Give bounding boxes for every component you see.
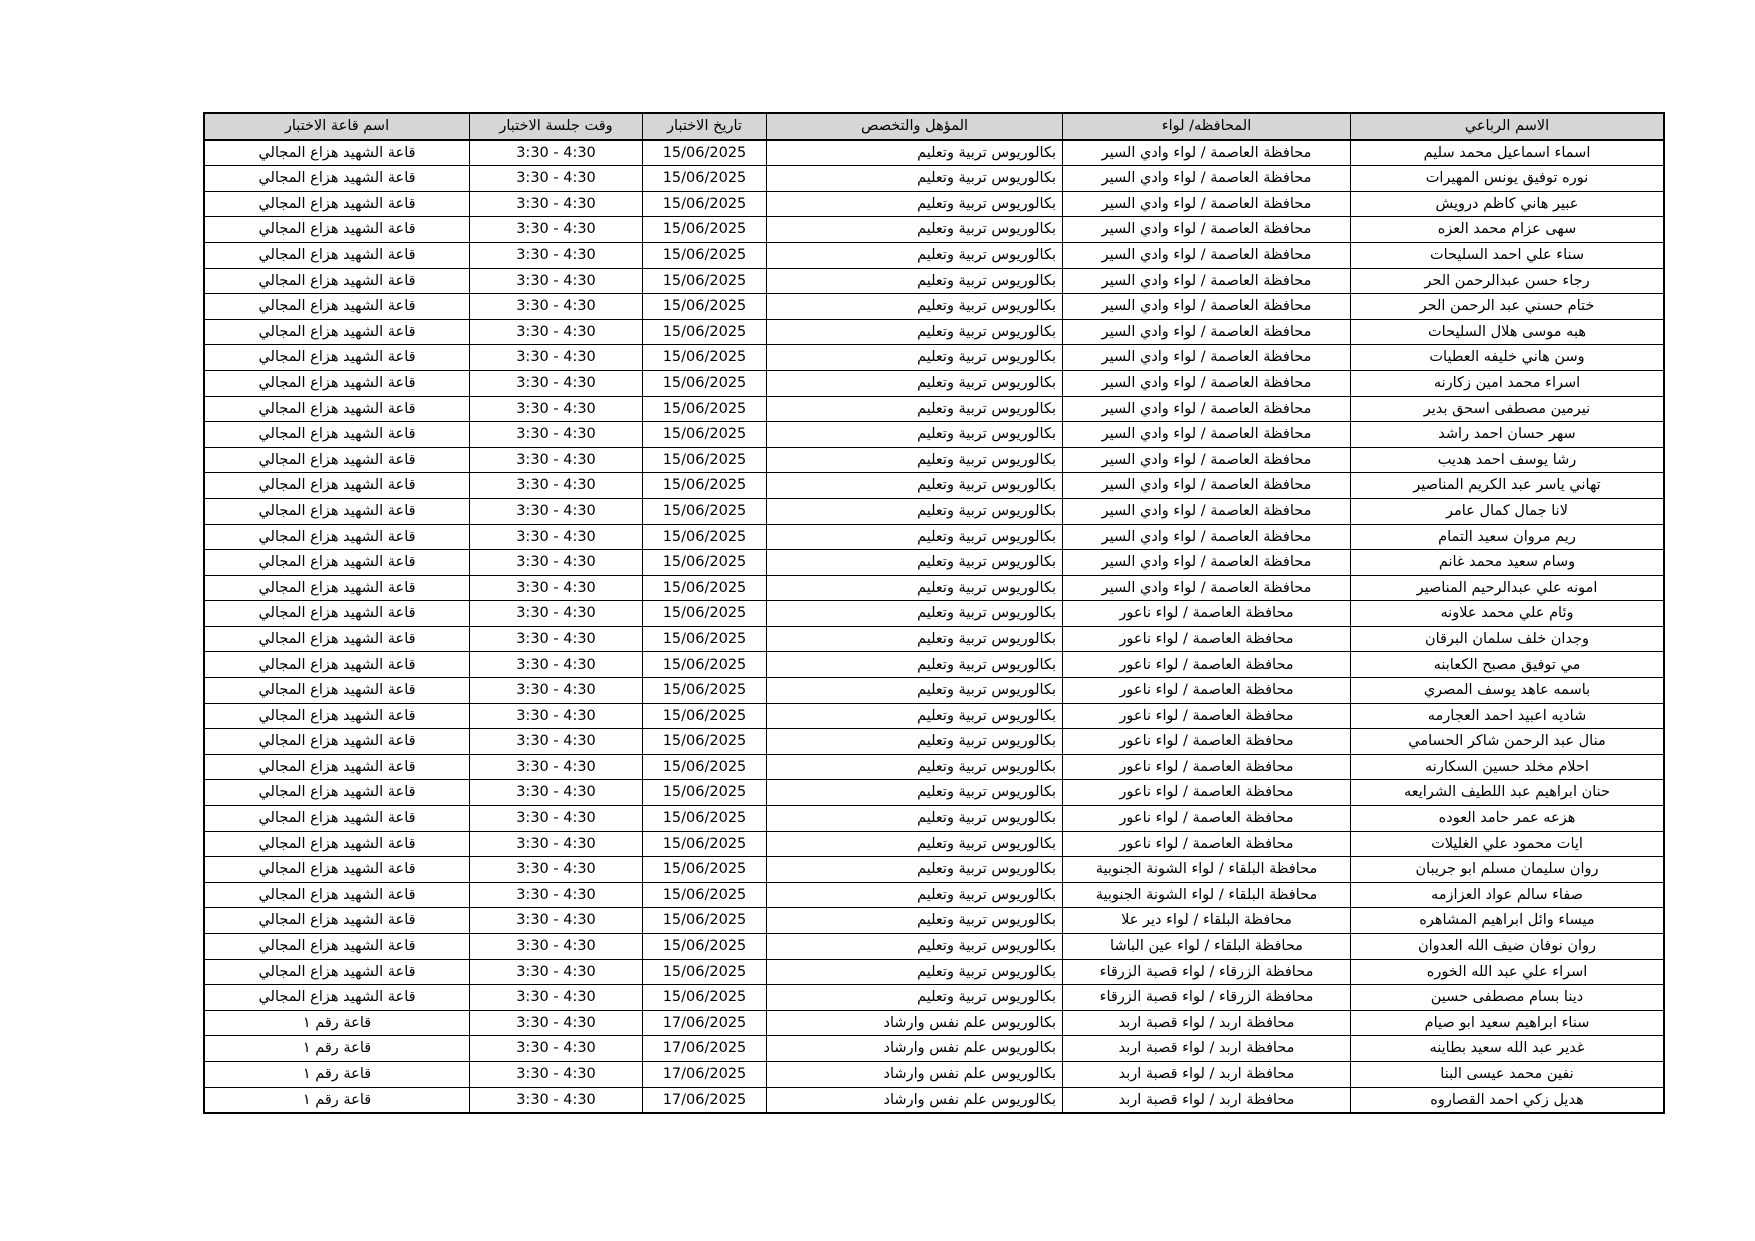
table-row [204, 191, 1664, 217]
cell-time: 3:30 - 4:30 [470, 294, 643, 320]
cell-time: 3:30 - 4:30 [470, 959, 643, 985]
cell-hall: قاعة رقم ١ [204, 1087, 470, 1113]
cell-date: 15/06/2025 [643, 473, 767, 499]
table-row [204, 370, 1664, 396]
table-row [204, 447, 1664, 473]
cell-time: 3:30 - 4:30 [470, 217, 643, 243]
cell-date: 17/06/2025 [643, 1010, 767, 1036]
cell-governorate: محافظة العاصمة / لواء وادي السير [1063, 166, 1351, 192]
table-row [204, 268, 1664, 294]
cell-qualification: بكالوريوس علم نفس وارشاد [767, 1036, 1063, 1062]
cell-time: 3:30 - 4:30 [470, 447, 643, 473]
cell-name: غدير عبد الله سعيد بطاينه [1351, 1036, 1665, 1062]
cell-time: 3:30 - 4:30 [470, 473, 643, 499]
cell-governorate: محافظة اربد / لواء قصبة اربد [1063, 1010, 1351, 1036]
cell-name: امونه علي عبدالرحيم المناصير [1351, 575, 1665, 601]
cell-hall: قاعة الشهيد هزاع المجالي [204, 754, 470, 780]
cell-qualification: بكالوريوس تربية وتعليم [767, 857, 1063, 883]
cell-hall: قاعة الشهيد هزاع المجالي [204, 882, 470, 908]
cell-qualification: بكالوريوس تربية وتعليم [767, 242, 1063, 268]
cell-qualification: بكالوريوس تربية وتعليم [767, 908, 1063, 934]
cell-governorate: محافظة العاصمة / لواء ناعور [1063, 626, 1351, 652]
cell-date: 15/06/2025 [643, 652, 767, 678]
cell-name: سهى عزام محمد العزه [1351, 217, 1665, 243]
cell-name: باسمه عاهد يوسف المصري [1351, 678, 1665, 704]
cell-date: 15/06/2025 [643, 268, 767, 294]
table-row [204, 396, 1664, 422]
cell-qualification: بكالوريوس علم نفس وارشاد [767, 1061, 1063, 1087]
cell-time: 3:30 - 4:30 [470, 831, 643, 857]
table-row [204, 473, 1664, 499]
cell-hall: قاعة الشهيد هزاع المجالي [204, 626, 470, 652]
cell-governorate: محافظة العاصمة / لواء وادي السير [1063, 575, 1351, 601]
table-row [204, 882, 1664, 908]
cell-qualification: بكالوريوس تربية وتعليم [767, 985, 1063, 1011]
cell-hall: قاعة الشهيد هزاع المجالي [204, 703, 470, 729]
cell-time: 3:30 - 4:30 [470, 319, 643, 345]
cell-name: احلام مخلد حسين السكارنه [1351, 754, 1665, 780]
cell-name: هزعه عمر حامد العوده [1351, 806, 1665, 832]
cell-qualification: بكالوريوس تربية وتعليم [767, 575, 1063, 601]
cell-qualification: بكالوريوس تربية وتعليم [767, 345, 1063, 371]
table-row [204, 294, 1664, 320]
table-body [204, 140, 1664, 1114]
cell-time: 3:30 - 4:30 [470, 806, 643, 832]
cell-hall: قاعة الشهيد هزاع المجالي [204, 806, 470, 832]
cell-time: 3:30 - 4:30 [470, 166, 643, 192]
cell-governorate: محافظة العاصمة / لواء وادي السير [1063, 140, 1351, 166]
cell-governorate: محافظة العاصمة / لواء ناعور [1063, 678, 1351, 704]
table-row [204, 754, 1664, 780]
table-row [204, 217, 1664, 243]
cell-qualification: بكالوريوس تربية وتعليم [767, 268, 1063, 294]
cell-name: اسماء اسماعيل محمد سليم [1351, 140, 1665, 166]
cell-time: 3:30 - 4:30 [470, 754, 643, 780]
cell-time: 3:30 - 4:30 [470, 985, 643, 1011]
cell-date: 15/06/2025 [643, 626, 767, 652]
cell-governorate: محافظة العاصمة / لواء ناعور [1063, 729, 1351, 755]
cell-name: شاديه اعبيد احمد العجارمه [1351, 703, 1665, 729]
cell-qualification: بكالوريوس تربية وتعليم [767, 498, 1063, 524]
table-row [204, 166, 1664, 192]
cell-date: 15/06/2025 [643, 396, 767, 422]
cell-time: 3:30 - 4:30 [470, 370, 643, 396]
cell-date: 15/06/2025 [643, 754, 767, 780]
cell-date: 15/06/2025 [643, 729, 767, 755]
cell-governorate: محافظة العاصمة / لواء ناعور [1063, 652, 1351, 678]
cell-date: 15/06/2025 [643, 806, 767, 832]
cell-hall: قاعة الشهيد هزاع المجالي [204, 678, 470, 704]
table-row [204, 626, 1664, 652]
cell-date: 15/06/2025 [643, 908, 767, 934]
cell-governorate: محافظة العاصمة / لواء وادي السير [1063, 524, 1351, 550]
cell-hall: قاعة الشهيد هزاع المجالي [204, 959, 470, 985]
cell-governorate: محافظة العاصمة / لواء وادي السير [1063, 268, 1351, 294]
cell-hall: قاعة رقم ١ [204, 1036, 470, 1062]
cell-name: ختام حسني عبد الرحمن الحر [1351, 294, 1665, 320]
cell-hall: قاعة الشهيد هزاع المجالي [204, 268, 470, 294]
cell-name: سناء علي احمد السليحات [1351, 242, 1665, 268]
cell-governorate: محافظة العاصمة / لواء ناعور [1063, 831, 1351, 857]
table-row [204, 601, 1664, 627]
cell-qualification: بكالوريوس تربية وتعليم [767, 959, 1063, 985]
cell-hall: قاعة الشهيد هزاع المجالي [204, 985, 470, 1011]
cell-governorate: محافظة العاصمة / لواء وادي السير [1063, 422, 1351, 448]
cell-governorate: محافظة العاصمة / لواء وادي السير [1063, 370, 1351, 396]
cell-date: 15/06/2025 [643, 294, 767, 320]
cell-qualification: بكالوريوس تربية وتعليم [767, 882, 1063, 908]
table-row [204, 575, 1664, 601]
table-row [204, 1010, 1664, 1036]
table-row [204, 422, 1664, 448]
cell-time: 3:30 - 4:30 [470, 678, 643, 704]
cell-governorate: محافظة العاصمة / لواء وادي السير [1063, 396, 1351, 422]
cell-name: ايات محمود علي الغليلات [1351, 831, 1665, 857]
table-row [204, 550, 1664, 576]
cell-name: صفاء سالم عواد العزازمه [1351, 882, 1665, 908]
cell-qualification: بكالوريوس تربية وتعليم [767, 678, 1063, 704]
cell-hall: قاعة الشهيد هزاع المجالي [204, 242, 470, 268]
cell-hall: قاعة الشهيد هزاع المجالي [204, 422, 470, 448]
cell-name: حنان ابراهيم عبد اللطيف الشرايعه [1351, 780, 1665, 806]
header-row [204, 113, 1664, 140]
table-row [204, 678, 1664, 704]
cell-governorate: محافظة اربد / لواء قصبة اربد [1063, 1036, 1351, 1062]
cell-name: مي توفيق مصبح الكعابنه [1351, 652, 1665, 678]
cell-name: وسن هاني خليفه العطيات [1351, 345, 1665, 371]
cell-qualification: بكالوريوس تربية وتعليم [767, 191, 1063, 217]
cell-governorate: محافظة العاصمة / لواء وادي السير [1063, 319, 1351, 345]
cell-hall: قاعة الشهيد هزاع المجالي [204, 345, 470, 371]
cell-time: 3:30 - 4:30 [470, 550, 643, 576]
cell-time: 3:30 - 4:30 [470, 1036, 643, 1062]
cell-date: 15/06/2025 [643, 678, 767, 704]
cell-governorate: محافظة العاصمة / لواء وادي السير [1063, 345, 1351, 371]
header-date: تاريخ الاختبار [643, 113, 767, 140]
cell-governorate: محافظة العاصمة / لواء وادي السير [1063, 217, 1351, 243]
cell-hall: قاعة الشهيد هزاع المجالي [204, 729, 470, 755]
cell-governorate: محافظة البلقاء / لواء الشونة الجنوبية [1063, 857, 1351, 883]
cell-governorate: محافظة العاصمة / لواء وادي السير [1063, 498, 1351, 524]
cell-name: منال عبد الرحمن شاكر الحسامي [1351, 729, 1665, 755]
cell-date: 15/06/2025 [643, 422, 767, 448]
cell-name: وسام سعيد محمد غانم [1351, 550, 1665, 576]
table-row [204, 780, 1664, 806]
table-row [204, 498, 1664, 524]
cell-date: 17/06/2025 [643, 1061, 767, 1087]
table-row [204, 985, 1664, 1011]
cell-qualification: بكالوريوس تربية وتعليم [767, 422, 1063, 448]
cell-qualification: بكالوريوس تربية وتعليم [767, 729, 1063, 755]
cell-date: 15/06/2025 [643, 857, 767, 883]
cell-qualification: بكالوريوس تربية وتعليم [767, 294, 1063, 320]
cell-governorate: محافظة العاصمة / لواء ناعور [1063, 780, 1351, 806]
cell-governorate: محافظة العاصمة / لواء ناعور [1063, 806, 1351, 832]
cell-name: سناء ابراهيم سعيد ابو صيام [1351, 1010, 1665, 1036]
cell-date: 15/06/2025 [643, 550, 767, 576]
table-row [204, 831, 1664, 857]
cell-time: 3:30 - 4:30 [470, 396, 643, 422]
cell-time: 3:30 - 4:30 [470, 498, 643, 524]
cell-time: 3:30 - 4:30 [470, 934, 643, 960]
cell-qualification: بكالوريوس تربية وتعليم [767, 447, 1063, 473]
cell-hall: قاعة الشهيد هزاع المجالي [204, 319, 470, 345]
table-header [204, 113, 1664, 140]
cell-hall: قاعة الشهيد هزاع المجالي [204, 780, 470, 806]
cell-time: 3:30 - 4:30 [470, 882, 643, 908]
cell-qualification: بكالوريوس تربية وتعليم [767, 473, 1063, 499]
cell-governorate: محافظة الزرقاء / لواء قصبة الزرقاء [1063, 985, 1351, 1011]
cell-date: 15/06/2025 [643, 831, 767, 857]
cell-date: 15/06/2025 [643, 166, 767, 192]
cell-qualification: بكالوريوس تربية وتعليم [767, 396, 1063, 422]
cell-hall: قاعة الشهيد هزاع المجالي [204, 370, 470, 396]
cell-time: 3:30 - 4:30 [470, 601, 643, 627]
cell-date: 17/06/2025 [643, 1087, 767, 1113]
cell-qualification: بكالوريوس علم نفس وارشاد [767, 1010, 1063, 1036]
cell-date: 15/06/2025 [643, 882, 767, 908]
cell-hall: قاعة الشهيد هزاع المجالي [204, 140, 470, 166]
table-row [204, 934, 1664, 960]
cell-governorate: محافظة العاصمة / لواء وادي السير [1063, 473, 1351, 499]
cell-name: دينا بسام مصطفى حسين [1351, 985, 1665, 1011]
cell-name: وجدان خلف سلمان البرقان [1351, 626, 1665, 652]
cell-qualification: بكالوريوس تربية وتعليم [767, 601, 1063, 627]
cell-time: 3:30 - 4:30 [470, 908, 643, 934]
cell-hall: قاعة الشهيد هزاع المجالي [204, 166, 470, 192]
cell-qualification: بكالوريوس تربية وتعليم [767, 217, 1063, 243]
cell-qualification: بكالوريوس تربية وتعليم [767, 370, 1063, 396]
cell-governorate: محافظة العاصمة / لواء وادي السير [1063, 447, 1351, 473]
cell-hall: قاعة الشهيد هزاع المجالي [204, 294, 470, 320]
cell-governorate: محافظة العاصمة / لواء ناعور [1063, 703, 1351, 729]
cell-name: نيرمين مصطفى اسحق بدير [1351, 396, 1665, 422]
table-row [204, 806, 1664, 832]
cell-hall: قاعة الشهيد هزاع المجالي [204, 601, 470, 627]
cell-name: هديل زكي احمد القصاروه [1351, 1087, 1665, 1113]
cell-hall: قاعة الشهيد هزاع المجالي [204, 191, 470, 217]
cell-time: 3:30 - 4:30 [470, 703, 643, 729]
table-row [204, 242, 1664, 268]
cell-name: نوره توفيق يونس المهيرات [1351, 166, 1665, 192]
cell-name: رشا يوسف احمد هديب [1351, 447, 1665, 473]
cell-hall: قاعة الشهيد هزاع المجالي [204, 831, 470, 857]
cell-hall: قاعة الشهيد هزاع المجالي [204, 473, 470, 499]
header-name: الاسم الرباعي [1351, 113, 1665, 140]
cell-date: 15/06/2025 [643, 524, 767, 550]
header-hall: اسم قاعة الاختبار [204, 113, 470, 140]
cell-name: ميساء وائل ابراهيم المشاهره [1351, 908, 1665, 934]
cell-qualification: بكالوريوس تربية وتعليم [767, 934, 1063, 960]
cell-date: 15/06/2025 [643, 959, 767, 985]
cell-governorate: محافظة اربد / لواء قصبة اربد [1063, 1061, 1351, 1087]
cell-date: 15/06/2025 [643, 985, 767, 1011]
exam-schedule-table [203, 112, 1665, 1114]
cell-time: 3:30 - 4:30 [470, 140, 643, 166]
cell-date: 15/06/2025 [643, 140, 767, 166]
cell-hall: قاعة الشهيد هزاع المجالي [204, 934, 470, 960]
cell-date: 15/06/2025 [643, 575, 767, 601]
cell-hall: قاعة الشهيد هزاع المجالي [204, 550, 470, 576]
cell-date: 15/06/2025 [643, 447, 767, 473]
cell-qualification: بكالوريوس تربية وتعليم [767, 806, 1063, 832]
cell-hall: قاعة رقم ١ [204, 1010, 470, 1036]
cell-name: رجاء حسن عبدالرحمن الحر [1351, 268, 1665, 294]
cell-date: 15/06/2025 [643, 498, 767, 524]
cell-time: 3:30 - 4:30 [470, 242, 643, 268]
table-row [204, 345, 1664, 371]
cell-qualification: بكالوريوس تربية وتعليم [767, 626, 1063, 652]
cell-governorate: محافظة البلقاء / لواء دير علا [1063, 908, 1351, 934]
cell-governorate: محافظة الزرقاء / لواء قصبة الزرقاء [1063, 959, 1351, 985]
cell-date: 15/06/2025 [643, 345, 767, 371]
cell-time: 3:30 - 4:30 [470, 857, 643, 883]
table-row [204, 524, 1664, 550]
cell-qualification: بكالوريوس تربية وتعليم [767, 319, 1063, 345]
header-qualification: المؤهل والتخصص [767, 113, 1063, 140]
table-row [204, 703, 1664, 729]
table-row [204, 319, 1664, 345]
cell-name: نفين محمد عيسى البنا [1351, 1061, 1665, 1087]
cell-date: 15/06/2025 [643, 601, 767, 627]
table-row [204, 857, 1664, 883]
cell-time: 3:30 - 4:30 [470, 268, 643, 294]
cell-name: تهاني ياسر عبد الكريم المناصير [1351, 473, 1665, 499]
cell-date: 15/06/2025 [643, 242, 767, 268]
cell-hall: قاعة الشهيد هزاع المجالي [204, 652, 470, 678]
cell-name: اسراء علي عبد الله الخوره [1351, 959, 1665, 985]
cell-hall: قاعة الشهيد هزاع المجالي [204, 908, 470, 934]
cell-governorate: محافظة العاصمة / لواء ناعور [1063, 601, 1351, 627]
cell-time: 3:30 - 4:30 [470, 626, 643, 652]
header-governorate: المحافظه/ لواء [1063, 113, 1351, 140]
cell-hall: قاعة الشهيد هزاع المجالي [204, 447, 470, 473]
cell-date: 15/06/2025 [643, 370, 767, 396]
cell-qualification: بكالوريوس تربية وتعليم [767, 780, 1063, 806]
cell-time: 3:30 - 4:30 [470, 575, 643, 601]
cell-name: روان سليمان مسلم ابو جريبان [1351, 857, 1665, 883]
cell-governorate: محافظة العاصمة / لواء وادي السير [1063, 294, 1351, 320]
cell-name: لانا جمال كمال عامر [1351, 498, 1665, 524]
cell-name: وئام علي محمد علاونه [1351, 601, 1665, 627]
cell-time: 3:30 - 4:30 [470, 345, 643, 371]
table-row [204, 908, 1664, 934]
cell-qualification: بكالوريوس علم نفس وارشاد [767, 1087, 1063, 1113]
cell-time: 3:30 - 4:30 [470, 1061, 643, 1087]
cell-time: 3:30 - 4:30 [470, 729, 643, 755]
cell-governorate: محافظة العاصمة / لواء وادي السير [1063, 191, 1351, 217]
cell-qualification: بكالوريوس تربية وتعليم [767, 550, 1063, 576]
table-row [204, 729, 1664, 755]
cell-date: 15/06/2025 [643, 319, 767, 345]
cell-date: 15/06/2025 [643, 703, 767, 729]
cell-date: 17/06/2025 [643, 1036, 767, 1062]
table-row [204, 652, 1664, 678]
cell-qualification: بكالوريوس تربية وتعليم [767, 831, 1063, 857]
cell-hall: قاعة رقم ١ [204, 1061, 470, 1087]
cell-governorate: محافظة البلقاء / لواء عين الباشا [1063, 934, 1351, 960]
cell-name: اسراء محمد امين زكارنه [1351, 370, 1665, 396]
cell-name: هبه موسى هلال السليحات [1351, 319, 1665, 345]
table-row [204, 1061, 1664, 1087]
cell-governorate: محافظة العاصمة / لواء وادي السير [1063, 550, 1351, 576]
header-time: وقت جلسة الاختبار [470, 113, 643, 140]
cell-qualification: بكالوريوس تربية وتعليم [767, 652, 1063, 678]
cell-hall: قاعة الشهيد هزاع المجالي [204, 217, 470, 243]
cell-hall: قاعة الشهيد هزاع المجالي [204, 575, 470, 601]
cell-name: ريم مروان سعيد التمام [1351, 524, 1665, 550]
cell-name: سهر حسان احمد راشد [1351, 422, 1665, 448]
table-row [204, 959, 1664, 985]
cell-date: 15/06/2025 [643, 780, 767, 806]
cell-hall: قاعة الشهيد هزاع المجالي [204, 498, 470, 524]
cell-qualification: بكالوريوس تربية وتعليم [767, 703, 1063, 729]
cell-governorate: محافظة العاصمة / لواء وادي السير [1063, 242, 1351, 268]
cell-governorate: محافظة البلقاء / لواء الشونة الجنوبية [1063, 882, 1351, 908]
cell-date: 15/06/2025 [643, 217, 767, 243]
cell-time: 3:30 - 4:30 [470, 1010, 643, 1036]
cell-time: 3:30 - 4:30 [470, 652, 643, 678]
cell-hall: قاعة الشهيد هزاع المجالي [204, 857, 470, 883]
cell-governorate: محافظة العاصمة / لواء ناعور [1063, 754, 1351, 780]
cell-qualification: بكالوريوس تربية وتعليم [767, 754, 1063, 780]
cell-time: 3:30 - 4:30 [470, 1087, 643, 1113]
cell-qualification: بكالوريوس تربية وتعليم [767, 524, 1063, 550]
table-row [204, 1087, 1664, 1113]
cell-time: 3:30 - 4:30 [470, 191, 643, 217]
cell-hall: قاعة الشهيد هزاع المجالي [204, 524, 470, 550]
table-row [204, 140, 1664, 166]
cell-governorate: محافظة اربد / لواء قصبة اربد [1063, 1087, 1351, 1113]
cell-name: عبير هاني كاظم درويش [1351, 191, 1665, 217]
cell-date: 15/06/2025 [643, 191, 767, 217]
cell-hall: قاعة الشهيد هزاع المجالي [204, 396, 470, 422]
cell-name: روان نوفان ضيف الله العدوان [1351, 934, 1665, 960]
cell-time: 3:30 - 4:30 [470, 780, 643, 806]
cell-time: 3:30 - 4:30 [470, 422, 643, 448]
cell-qualification: بكالوريوس تربية وتعليم [767, 166, 1063, 192]
table-row [204, 1036, 1664, 1062]
cell-qualification: بكالوريوس تربية وتعليم [767, 140, 1063, 166]
cell-date: 15/06/2025 [643, 934, 767, 960]
cell-time: 3:30 - 4:30 [470, 524, 643, 550]
